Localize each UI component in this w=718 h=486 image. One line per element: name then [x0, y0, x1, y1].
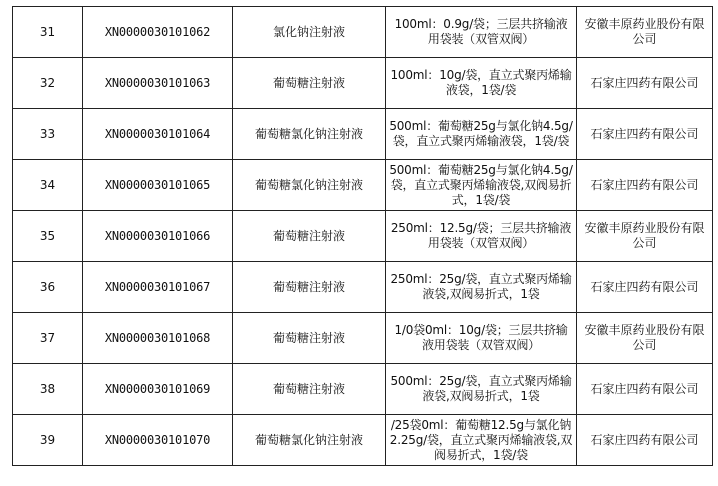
- product-name: 葡萄糖注射液: [233, 211, 386, 262]
- product-spec: 500ml：25g/袋，直立式聚丙烯输液袋,双阀易折式，1袋: [386, 364, 577, 415]
- table-row: [13, 313, 713, 364]
- product-spec: 100ml：0.9g/袋；三层共挤输液用袋装（双管双阀）: [386, 7, 577, 58]
- product-spec: 250ml：25g/袋，直立式聚丙烯输液袋,双阀易折式，1袋: [386, 262, 577, 313]
- product-code: XN0000030101065: [83, 160, 233, 211]
- product-name: 葡萄糖注射液: [233, 262, 386, 313]
- table-row: [13, 415, 713, 466]
- product-code: XN0000030101063: [83, 58, 233, 109]
- product-name: 葡萄糖注射液: [233, 364, 386, 415]
- product-spec: /25袋0ml：葡萄糖12.5g与氯化钠2.25g/袋，直立式聚丙烯输液袋,双阀易折式，1袋/袋: [386, 415, 577, 466]
- product-spec: 100ml：10g/袋，直立式聚丙烯输液袋，1袋/袋: [386, 58, 577, 109]
- product-code: XN0000030101070: [83, 415, 233, 466]
- product-name: 葡萄糖氯化钠注射液: [233, 109, 386, 160]
- product-spec: 250ml：12.5g/袋；三层共挤输液用袋装（双管双阀）: [386, 211, 577, 262]
- product-code: XN0000030101062: [83, 7, 233, 58]
- manufacturer: 石家庄四药有限公司: [577, 58, 713, 109]
- table-row: [13, 58, 713, 109]
- product-name: 氯化钠注射液: [233, 7, 386, 58]
- table-row: [13, 364, 713, 415]
- row-number: 31: [13, 7, 83, 58]
- table-row: [13, 109, 713, 160]
- manufacturer: 安徽丰原药业股份有限公司: [577, 211, 713, 262]
- product-code: XN0000030101066: [83, 211, 233, 262]
- row-number: 35: [13, 211, 83, 262]
- product-code: XN0000030101069: [83, 364, 233, 415]
- product-table: [12, 6, 713, 466]
- product-spec: 1/0袋0ml：10g/袋；三层共挤输液用袋装（双管双阀）: [386, 313, 577, 364]
- table-row: [13, 262, 713, 313]
- product-name: 葡萄糖注射液: [233, 313, 386, 364]
- manufacturer: 石家庄四药有限公司: [577, 160, 713, 211]
- row-number: 32: [13, 58, 83, 109]
- product-spec: 500ml：葡萄糖25g与氯化钠4.5g/袋，直立式聚丙烯输液袋,双阀易折式，1袋/袋: [386, 160, 577, 211]
- manufacturer: 石家庄四药有限公司: [577, 262, 713, 313]
- row-number: 34: [13, 160, 83, 211]
- row-number: 33: [13, 109, 83, 160]
- table-row: [13, 211, 713, 262]
- manufacturer: 安徽丰原药业股份有限公司: [577, 313, 713, 364]
- manufacturer: 石家庄四药有限公司: [577, 364, 713, 415]
- row-number: 39: [13, 415, 83, 466]
- product-name: 葡萄糖注射液: [233, 58, 386, 109]
- row-number: 38: [13, 364, 83, 415]
- product-name: 葡萄糖氯化钠注射液: [233, 415, 386, 466]
- product-name: 葡萄糖氯化钠注射液: [233, 160, 386, 211]
- table-row: [13, 7, 713, 58]
- row-number: 36: [13, 262, 83, 313]
- product-spec: 500ml：葡萄糖25g与氯化钠4.5g/袋，直立式聚丙烯输液袋，1袋/袋: [386, 109, 577, 160]
- product-code: XN0000030101068: [83, 313, 233, 364]
- manufacturer: 石家庄四药有限公司: [577, 415, 713, 466]
- product-code: XN0000030101064: [83, 109, 233, 160]
- product-code: XN0000030101067: [83, 262, 233, 313]
- manufacturer: 安徽丰原药业股份有限公司: [577, 7, 713, 58]
- table-row: [13, 160, 713, 211]
- manufacturer: 石家庄四药有限公司: [577, 109, 713, 160]
- row-number: 37: [13, 313, 83, 364]
